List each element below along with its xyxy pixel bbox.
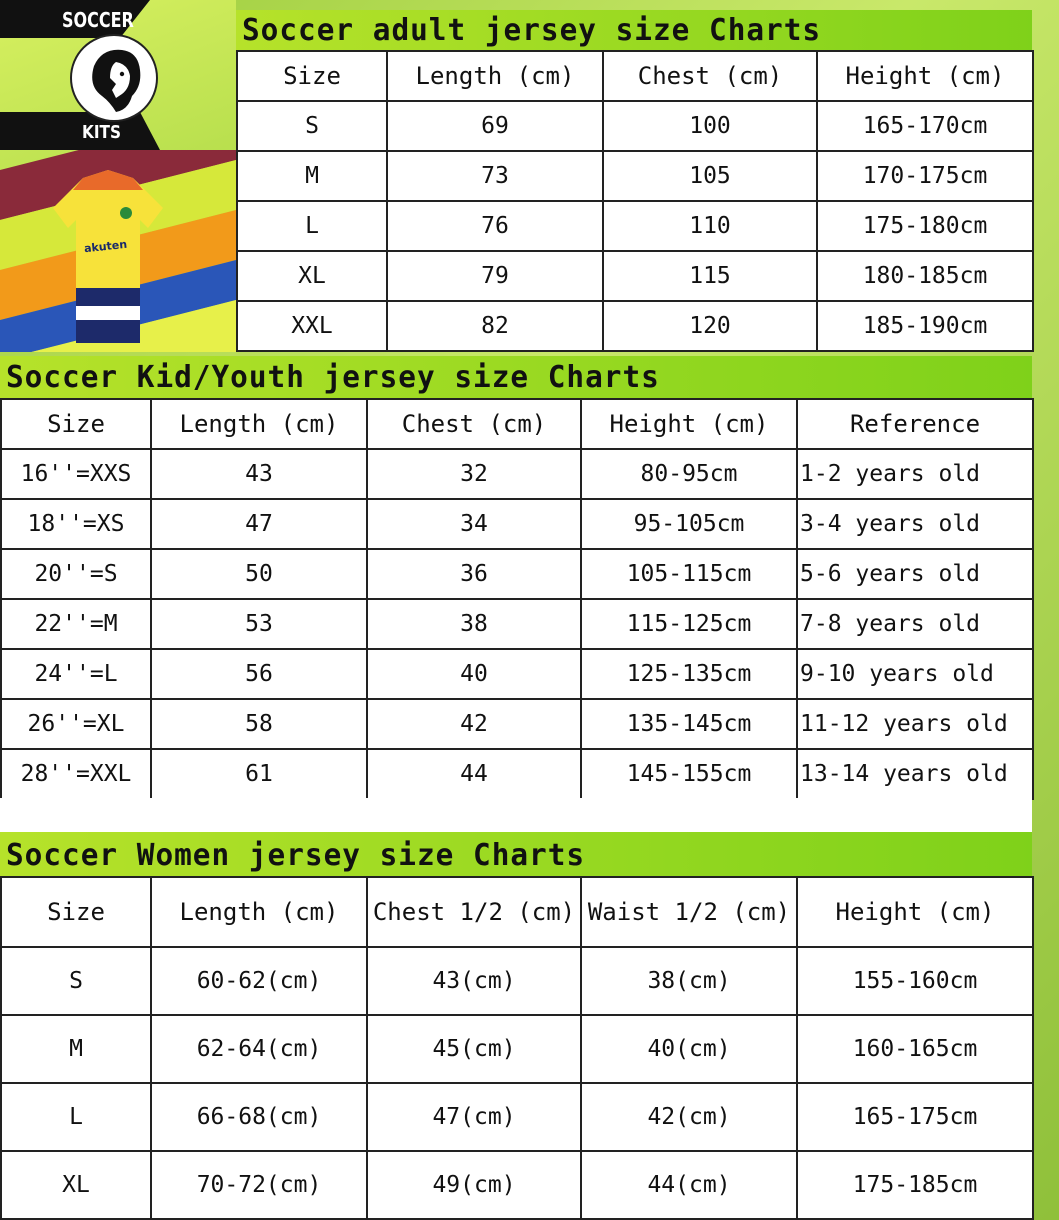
table-cell: 155-160cm: [797, 947, 1033, 1015]
table-cell: 145-155cm: [581, 749, 797, 799]
table-row: [1, 1015, 1033, 1083]
table-cell: 5-6 years old: [797, 549, 1033, 599]
table-cell: 180-185cm: [817, 251, 1033, 301]
table-cell: S: [237, 101, 387, 151]
table-cell: 16''=XXS: [1, 449, 151, 499]
table-cell: 82: [387, 301, 603, 351]
table-cell: 100: [603, 101, 817, 151]
women-header-row: [1, 877, 1033, 947]
table-cell: XL: [1, 1151, 151, 1219]
table-cell: 170-175cm: [817, 151, 1033, 201]
table-cell: L: [1, 1083, 151, 1151]
table-cell: 28''=XXL: [1, 749, 151, 799]
jersey-sponsor-text: akuten: [83, 237, 128, 256]
table-cell: 165-170cm: [817, 101, 1033, 151]
table-cell: 185-190cm: [817, 301, 1033, 351]
table-cell: 47(cm): [367, 1083, 581, 1151]
table-row: [1, 749, 1033, 799]
table-cell: 80-95cm: [581, 449, 797, 499]
table-cell: 38(cm): [581, 947, 797, 1015]
table-cell: 22''=M: [1, 599, 151, 649]
table-cell: 11-12 years old: [797, 699, 1033, 749]
table-cell: 3-4 years old: [797, 499, 1033, 549]
table-row: [1, 649, 1033, 699]
table-cell: XXL: [237, 301, 387, 351]
table-cell: 40(cm): [581, 1015, 797, 1083]
table-row: [237, 251, 1033, 301]
table-cell: 61: [151, 749, 367, 799]
table-cell: 43(cm): [367, 947, 581, 1015]
table-row: [1, 449, 1033, 499]
table-cell: 115-125cm: [581, 599, 797, 649]
table-cell: 76: [387, 201, 603, 251]
kid-header-cell: Height (cm): [581, 399, 797, 449]
adult-header-row: [237, 51, 1033, 101]
table-cell: 44(cm): [581, 1151, 797, 1219]
table-row: [1, 947, 1033, 1015]
adult-header-cell: Chest (cm): [603, 51, 817, 101]
table-cell: 43: [151, 449, 367, 499]
table-cell: L: [237, 201, 387, 251]
women-header-cell: Size: [1, 877, 151, 947]
jersey-image: [48, 168, 168, 343]
table-cell: M: [1, 1015, 151, 1083]
table-row: [237, 151, 1033, 201]
table-cell: 49(cm): [367, 1151, 581, 1219]
table-cell: 60-62(cm): [151, 947, 367, 1015]
table-cell: 53: [151, 599, 367, 649]
brand-logo: [0, 0, 236, 150]
adult-header-cell: Length (cm): [387, 51, 603, 101]
table-cell: 47: [151, 499, 367, 549]
table-cell: 20''=S: [1, 549, 151, 599]
table-cell: 32: [367, 449, 581, 499]
kid-header-cell: Reference: [797, 399, 1033, 449]
adult-header-cell: Height (cm): [817, 51, 1033, 101]
table-cell: 9-10 years old: [797, 649, 1033, 699]
table-cell: 105-115cm: [581, 549, 797, 599]
table-cell: 110: [603, 201, 817, 251]
table-cell: 36: [367, 549, 581, 599]
table-cell: 70-72(cm): [151, 1151, 367, 1219]
table-cell: 56: [151, 649, 367, 699]
table-cell: XL: [237, 251, 387, 301]
spacer-strip: [0, 798, 1032, 832]
table-cell: 165-175cm: [797, 1083, 1033, 1151]
kid-header-cell: Length (cm): [151, 399, 367, 449]
table-row: [1, 1083, 1033, 1151]
table-cell: 105: [603, 151, 817, 201]
table-cell: 58: [151, 699, 367, 749]
table-cell: 66-68(cm): [151, 1083, 367, 1151]
table-cell: 160-165cm: [797, 1015, 1033, 1083]
women-title: Soccer Women jersey size Charts: [6, 838, 586, 873]
table-row: [1, 699, 1033, 749]
table-cell: 13-14 years old: [797, 749, 1033, 799]
table-cell: M: [237, 151, 387, 201]
table-cell: 175-185cm: [797, 1151, 1033, 1219]
brand-panel: [0, 0, 236, 352]
table-cell: 95-105cm: [581, 499, 797, 549]
table-cell: 125-135cm: [581, 649, 797, 699]
table-cell: 45(cm): [367, 1015, 581, 1083]
kid-header-cell: Size: [1, 399, 151, 449]
table-cell: 69: [387, 101, 603, 151]
table-cell: 120: [603, 301, 817, 351]
table-cell: 38: [367, 599, 581, 649]
adult-title: Soccer adult jersey size Charts: [242, 13, 822, 48]
table-row: [237, 201, 1033, 251]
table-cell: 79: [387, 251, 603, 301]
table-row: [1, 499, 1033, 549]
table-cell: 135-145cm: [581, 699, 797, 749]
table-cell: 18''=XS: [1, 499, 151, 549]
table-cell: 40: [367, 649, 581, 699]
table-cell: S: [1, 947, 151, 1015]
table-cell: 1-2 years old: [797, 449, 1033, 499]
kid-header-row: [1, 399, 1033, 449]
table-row: [1, 549, 1033, 599]
table-row: [1, 599, 1033, 649]
table-cell: 42: [367, 699, 581, 749]
table-row: [1, 1151, 1033, 1219]
table-cell: 62-64(cm): [151, 1015, 367, 1083]
table-row: [237, 101, 1033, 151]
table-cell: 50: [151, 549, 367, 599]
brand-name: SOCCER: [62, 8, 134, 32]
adult-header-cell: Size: [237, 51, 387, 101]
kid-size-table: [0, 398, 1034, 800]
kid-header-cell: Chest (cm): [367, 399, 581, 449]
adult-size-table: [236, 50, 1034, 352]
women-header-cell: Chest 1/2 (cm): [367, 877, 581, 947]
table-cell: 34: [367, 499, 581, 549]
women-header-cell: Waist 1/2 (cm): [581, 877, 797, 947]
table-cell: 115: [603, 251, 817, 301]
women-header-cell: Length (cm): [151, 877, 367, 947]
table-cell: 175-180cm: [817, 201, 1033, 251]
table-cell: 44: [367, 749, 581, 799]
brand-sub: KITS: [82, 122, 122, 143]
women-size-table: [0, 876, 1034, 1220]
kid-title: Soccer Kid/Youth jersey size Charts: [6, 360, 660, 395]
table-cell: 24''=L: [1, 649, 151, 699]
table-cell: 7-8 years old: [797, 599, 1033, 649]
table-cell: 42(cm): [581, 1083, 797, 1151]
table-row: [237, 301, 1033, 351]
table-cell: 73: [387, 151, 603, 201]
table-cell: 26''=XL: [1, 699, 151, 749]
lion-logo-icon: [72, 36, 156, 120]
women-header-cell: Height (cm): [797, 877, 1033, 947]
